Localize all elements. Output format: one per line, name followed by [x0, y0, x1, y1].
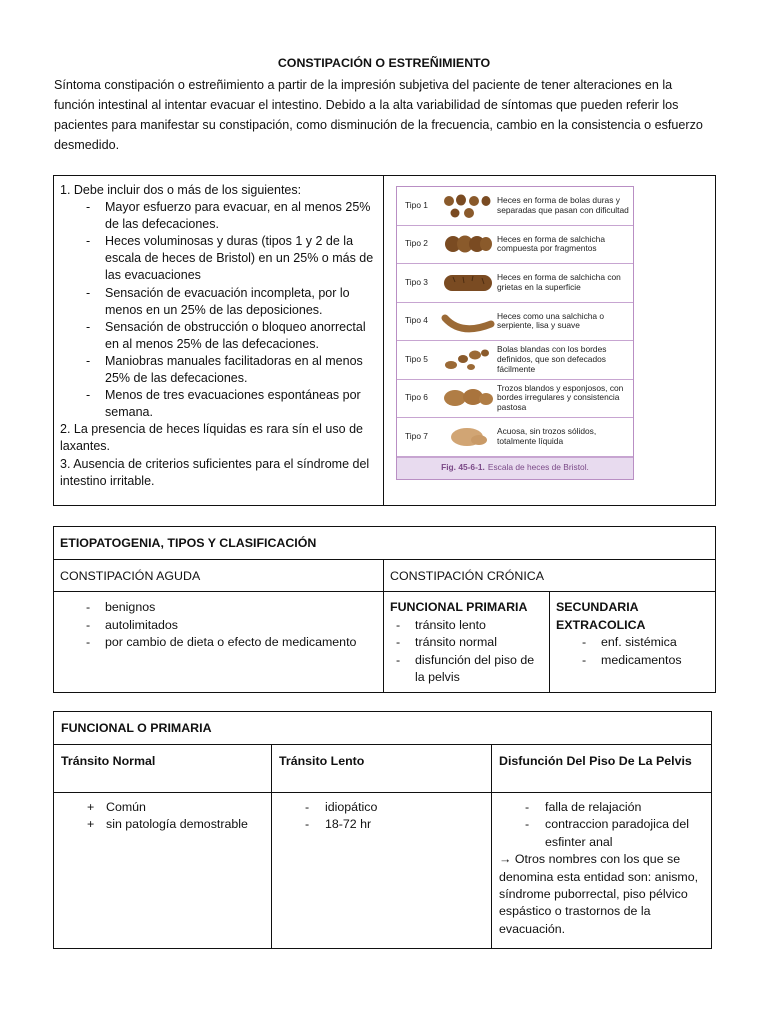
normal-transit-title: Tránsito Normal — [54, 745, 272, 793]
bristol-type-label: Tipo 2 — [405, 238, 428, 249]
criteria-item-1: 1. Debe incluir dos o más de los siguientes: — [60, 183, 302, 197]
figure-caption-text: Escala de heces de Bristol. — [487, 462, 589, 473]
criteria-subitem: - Maniobras manuales facilitadoras en al menos 25% de las defecaciones. — [60, 353, 377, 387]
pelvic-floor-title: Disfunción Del Piso De La Pelvis — [492, 745, 712, 793]
etiology-table — [53, 526, 716, 693]
bristol-description: Trozos blandos y esponjosos, con bordes irregulares y consistencia pastosa — [497, 382, 624, 413]
secondary-list — [556, 634, 709, 669]
figure-caption-number: Fig. 45-6-1. — [441, 462, 485, 473]
bristol-description: Heces en forma de salchicha compuesta por fragmentos — [497, 233, 605, 254]
chronic-title: CONSTIPACIÓN CRÓNICA — [384, 560, 716, 592]
list-item: - por cambio de dieta o efecto de medicamento — [60, 634, 377, 651]
acute-title: CONSTIPACIÓN AGUDA — [54, 560, 384, 592]
stool-type-4-icon — [441, 306, 495, 336]
criteria-subitem: - Heces voluminosas y duras (tipos 1 y 2 de la escala de heces de Bristol) en un 25% o más de las evacuaciones — [60, 233, 377, 284]
list-item: + sin patología demostrable — [61, 816, 264, 833]
bristol-type-label: Tipo 3 — [405, 276, 428, 287]
functional-table — [53, 711, 712, 949]
bristol-type-label: Tipo 1 — [405, 199, 428, 210]
stool-type-5-icon — [441, 345, 495, 375]
functional-header: FUNCIONAL O PRIMARIA — [54, 712, 712, 745]
bristol-row — [397, 380, 633, 419]
bristol-row — [397, 187, 633, 226]
bristol-description: Acuosa, sin trozos sólidos, totalmente líquida — [497, 426, 597, 446]
intro-paragraph: Síntoma constipación o estreñimiento a partir de la impresión subjetiva del paciente de tener alteraciones en la función intestinal al intentar evacuar el intestino. Debido a la alta variabilidad de síntomas que pueden referir los pacientes para manifestar su constipación, como disminución de la frecuencia, cambio en la consistencia o esfuerzo desmedido. — [54, 78, 703, 152]
bristol-description: Heces como una salchicha o serpiente, lisa y suave — [497, 310, 605, 331]
bristol-type-label: Tipo 5 — [405, 353, 428, 364]
bristol-scale-figure — [396, 186, 634, 480]
stool-type-7-icon — [441, 422, 495, 452]
stool-type-6-icon — [441, 383, 495, 413]
list-item: - idiopático — [279, 799, 484, 816]
bristol-description: Bolas blandas con los bordes definidos, que son defecados fácilmente — [497, 344, 607, 374]
secondary-cell — [550, 592, 716, 693]
criteria-subitem: - Sensación de evacuación incompleta, por lo menos en un 25% de las deposiciones. — [60, 285, 377, 319]
list-item: + Común — [61, 799, 264, 816]
primary-cell — [384, 592, 550, 693]
secondary-title: SECUNDARIA EXTRACOLICA — [556, 600, 646, 632]
bristol-description: Heces en forma de bolas duras y separadas que pasan con dificultad — [497, 195, 629, 215]
bristol-row — [397, 418, 633, 457]
list-item: - contraccion paradojica del esfinter anal — [499, 816, 704, 851]
bristol-row — [397, 341, 633, 380]
bristol-type-label: Tipo 4 — [405, 315, 428, 326]
bristol-description: Heces en forma de salchicha con grietas en la superficie — [497, 272, 621, 292]
criteria-item-3: 3. Ausencia de criterios suficientes para el síndrome del intestino irritable. — [60, 456, 370, 488]
acute-cell — [54, 592, 384, 693]
criteria-table — [53, 175, 716, 506]
stool-type-3-icon — [441, 268, 495, 298]
stool-type-2-icon — [441, 229, 495, 259]
list-item: - enf. sistémica — [556, 634, 709, 651]
slow-transit-list — [279, 799, 484, 834]
primary-list — [370, 617, 543, 687]
figure-caption — [397, 457, 633, 479]
stool-type-1-icon — [441, 191, 495, 221]
bristol-type-label: Tipo 6 — [405, 392, 428, 403]
list-item: - 18-72 hr — [279, 816, 484, 833]
page-title: CONSTIPACIÓN O ESTREÑIMIENTO — [277, 56, 491, 70]
criteria-cell — [54, 176, 384, 506]
bristol-figure-cell — [384, 176, 716, 506]
bristol-type-label: Tipo 7 — [405, 430, 428, 441]
criteria-sublist — [60, 199, 377, 421]
criteria-subitem: - Menos de tres evacuaciones espontáneas por semana. — [60, 387, 377, 421]
pelvic-floor-note: → Otros nombres con los que se denomina esta entidad son: anismo, síndrome puborrectal, piso pélvico espástico o trastornos de la evacuación. — [499, 852, 699, 936]
bristol-row — [397, 226, 633, 265]
slow-transit-title: Tránsito Lento — [272, 745, 492, 793]
list-item: - disfunción del piso de la pelvis — [370, 652, 543, 687]
slow-transit-cell — [272, 793, 492, 949]
pelvic-floor-cell — [492, 793, 712, 949]
criteria-subitem: - Sensación de obstrucción o bloqueo anorrectal en al menos 25% de las defecaciones. — [60, 319, 377, 353]
primary-title: FUNCIONAL PRIMARIA — [390, 600, 528, 615]
acute-list — [60, 599, 377, 651]
criteria-item-2: 2. La presencia de heces líquidas es rara sín el uso de laxantes. — [60, 422, 363, 454]
normal-transit-list — [61, 799, 264, 834]
list-item: - falla de relajación — [499, 799, 704, 816]
list-item: - tránsito normal — [370, 634, 543, 651]
pelvic-floor-list — [499, 799, 704, 851]
bristol-row — [397, 303, 633, 342]
criteria-subitem: - Mayor esfuerzo para evacuar, en al menos 25% de las defecaciones. — [60, 199, 377, 233]
list-item: - tránsito lento — [370, 617, 543, 634]
list-item: - benignos — [60, 599, 377, 616]
bristol-row — [397, 264, 633, 303]
normal-transit-cell — [54, 793, 272, 949]
list-item: - autolimitados — [60, 617, 377, 634]
list-item: - medicamentos — [556, 652, 709, 669]
etiology-header: ETIOPATOGENIA, TIPOS Y CLASIFICACIÓN — [54, 527, 716, 560]
